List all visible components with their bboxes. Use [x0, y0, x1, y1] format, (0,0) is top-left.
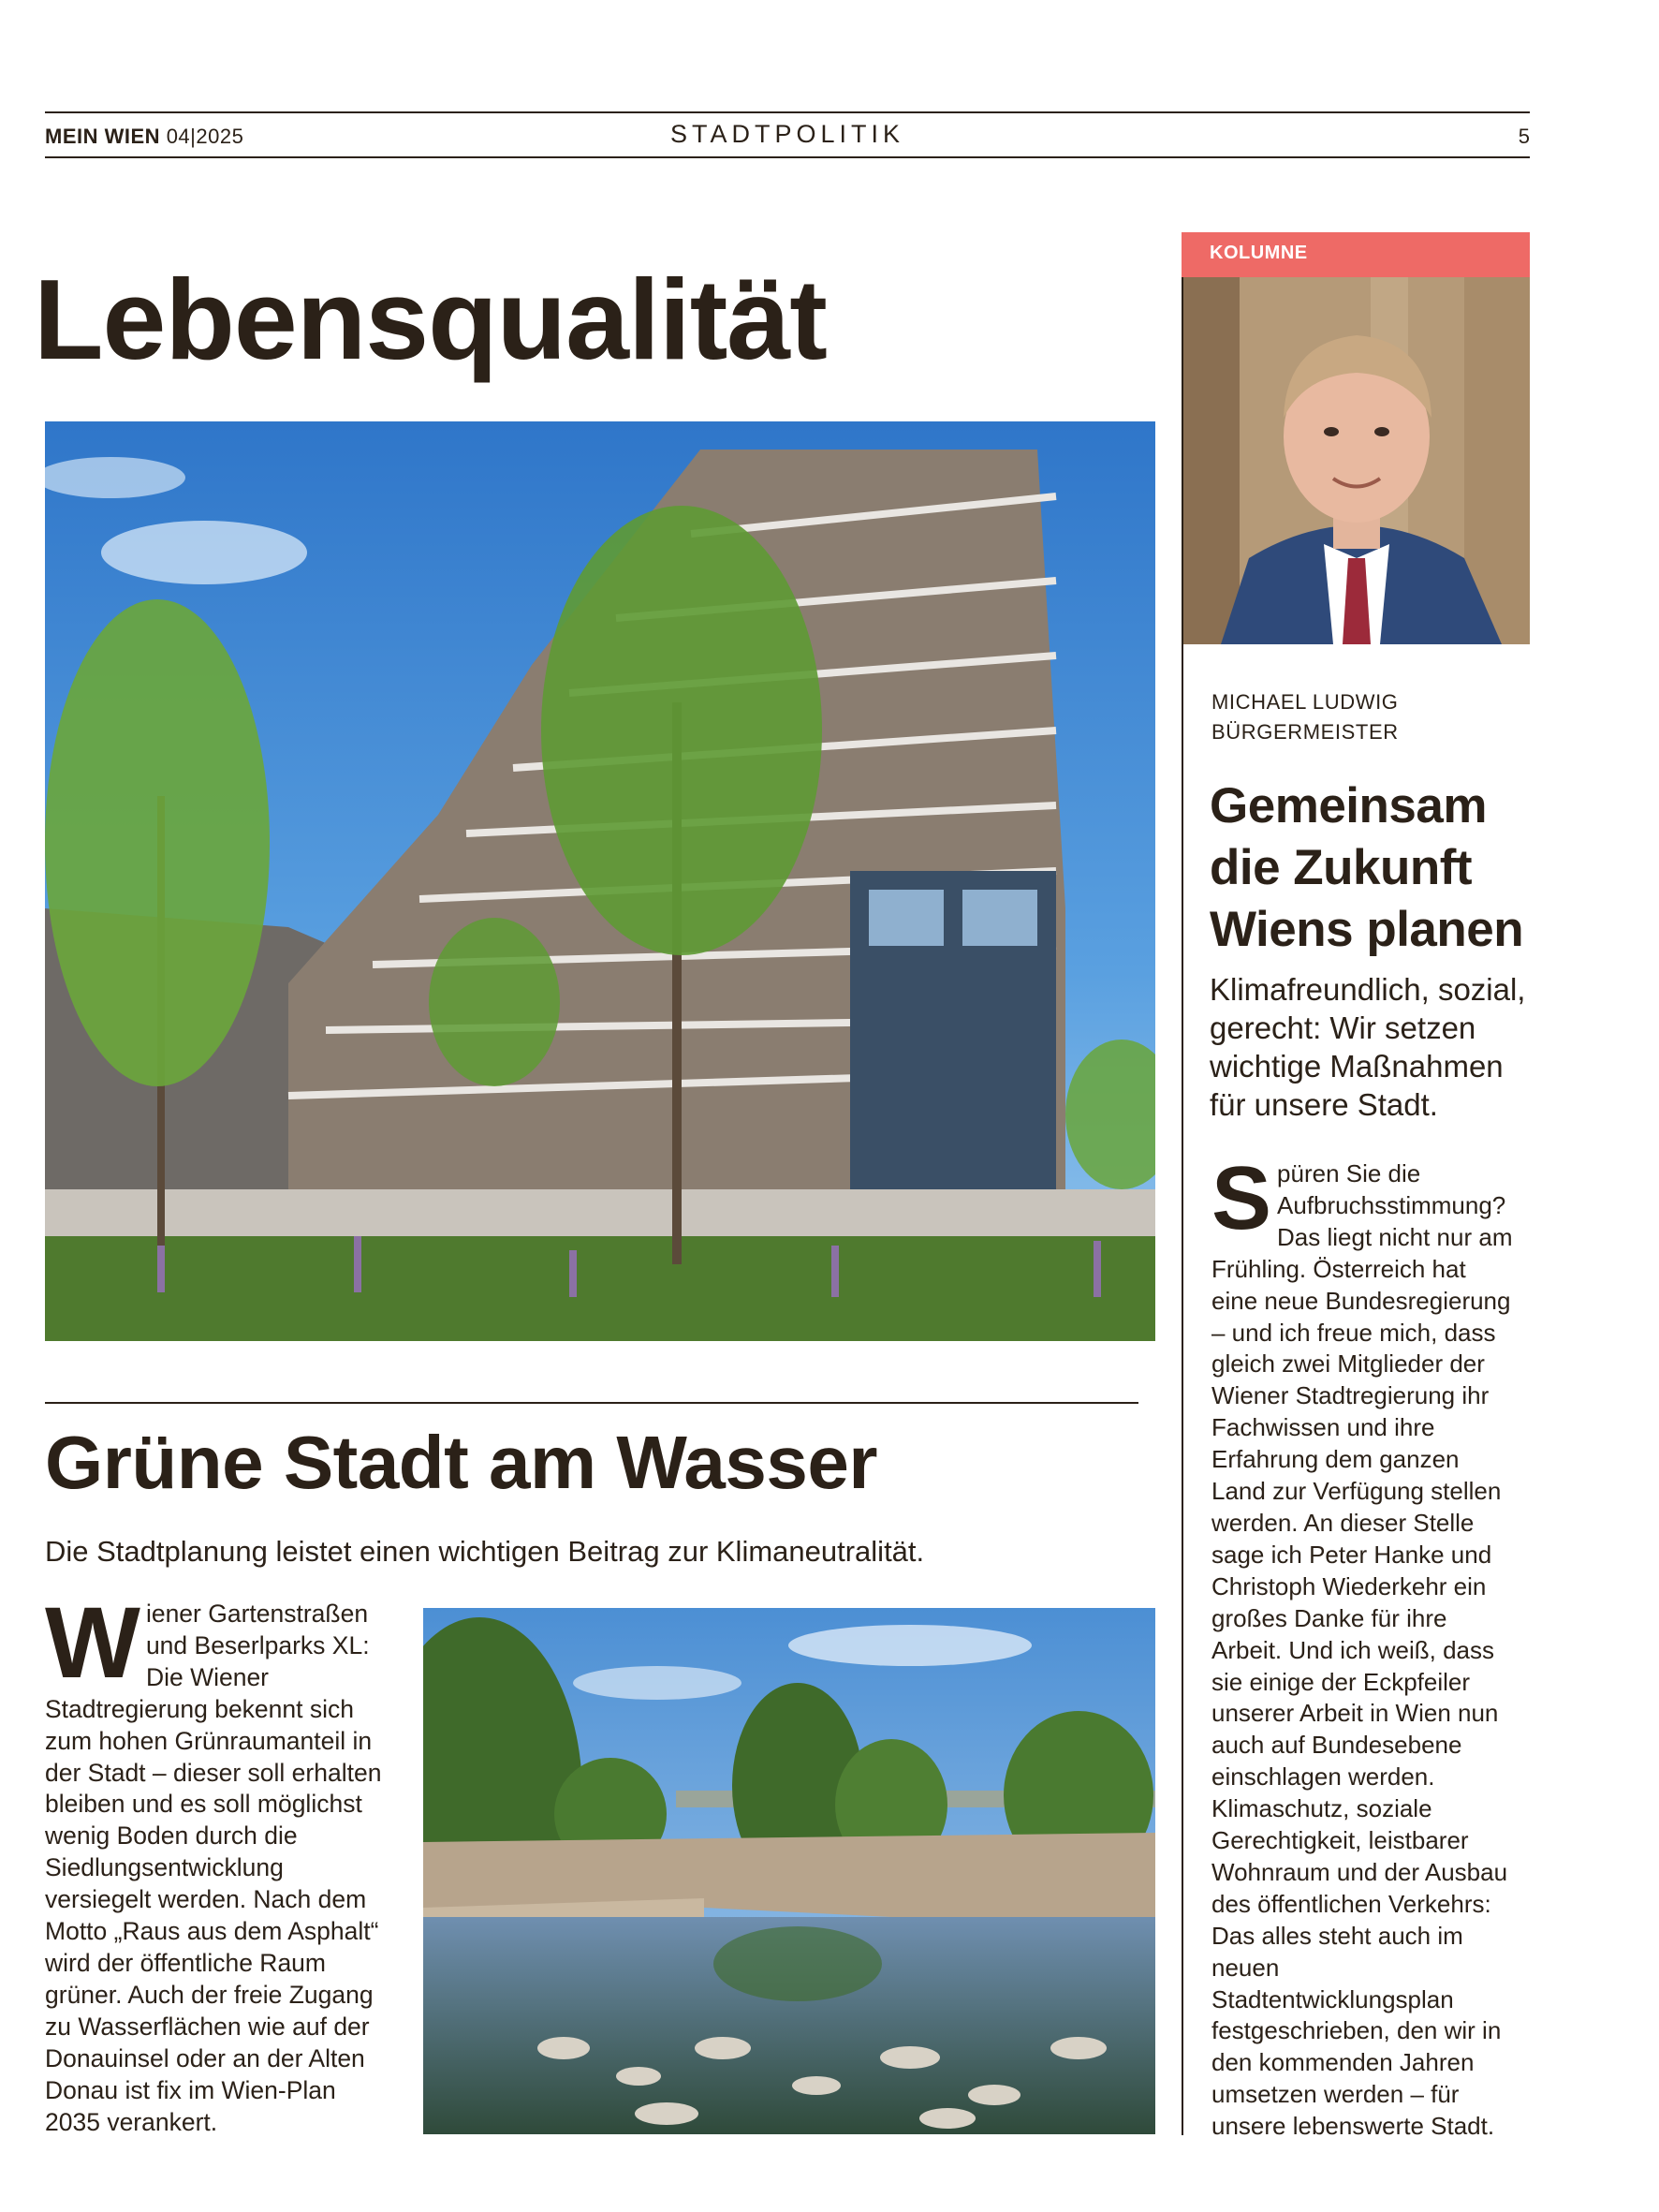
column-title: Gemeinsam die Zukunft Wiens planen — [1210, 778, 1524, 957]
photo-residential-building-with-trees-icon — [45, 421, 1155, 1341]
author-byline — [1211, 687, 1399, 747]
author-name: MICHAEL LUDWIG — [1211, 690, 1399, 714]
author-portrait — [1183, 277, 1530, 644]
page-title: Lebensqualität — [34, 256, 827, 383]
article-lead: Die Stadtplanung leistet einen wichtigen Beitrag zur Klimaneutralität. — [45, 1535, 925, 1568]
column-body-text: püren Sie die Aufbruchsstimmung? Das liegt nicht nur am Frühling. Österreich hat eine neue Bundesregierung – und ich freue mich, dass gleich zwei Mitglieder der Wiener Stadtregierung ihr Fachwissen und ihre Erfahrung dem ganzen Land zur Verfügung stellen werden. An dieser Stelle sage ich Peter Hanke und Christoph Wiederkehr ein großes Danke für ihre Arbeit. Und ich weiß, dass sie einige der Eckpfeiler unserer Arbeit in Wien nun auch auf Bundesebene einschlagen werden. Klimaschutz, soziale Gerechtigkeit, leistbarer Wohnraum und der Ausbau des öffentlichen Verkehrs: Das alles steht auch im neuen Stadtentwicklungsplan festgeschrieben, den wir in den kommenden Jahren umsetzen werden – für unsere lebenswerte Stadt. — [1211, 1159, 1513, 2141]
portrait-photo-icon — [1183, 277, 1530, 644]
section-title: STADTPOLITIK — [669, 120, 905, 148]
column-label: KOLUMNE — [1210, 243, 1308, 263]
publication-name: MEIN WIEN — [45, 125, 161, 148]
header-bottom-rule — [45, 156, 1530, 158]
article-rule — [45, 1402, 1138, 1404]
issue-number: 04|2025 — [166, 125, 244, 148]
column-lead: Klimafreundlich, sozial, gerecht: Wir setzen wichtige Maßnahmen für unsere Stadt. — [1210, 972, 1526, 1122]
header-top-rule — [45, 111, 1530, 113]
page-number: 5 — [1518, 125, 1530, 148]
hero-photo — [45, 421, 1155, 1341]
article-dropcap: W — [45, 1585, 140, 1699]
article-title: Grüne Stadt am Wasser — [45, 1421, 878, 1504]
article-photo — [423, 1608, 1155, 2134]
article-body-text: iener Gartenstraßen und Beserlparks XL: Die Wiener Stadtregierung bekennt sich zum hohen Grünraumanteil in der Stadt – dieser soll erhalten bleiben und es soll möglichst wenig Boden durch die Siedlungsentwicklung versiegelt werden. Nach dem Motto „Raus aus dem Asphalt“ wird der öffentliche Raum grüner. Auch der freie Zugang zu Wasserflächen wie auf der Donauinsel oder an der Alten Donau ist fix im Wien-Plan 2035 verankert. — [45, 1600, 382, 2136]
column-body — [1211, 1148, 1517, 2143]
article-body — [45, 1585, 396, 2138]
author-role: BÜRGERMEISTER — [1211, 720, 1399, 744]
column-dropcap: S — [1211, 1148, 1272, 1248]
photo-river-with-stones-icon — [423, 1608, 1155, 2134]
